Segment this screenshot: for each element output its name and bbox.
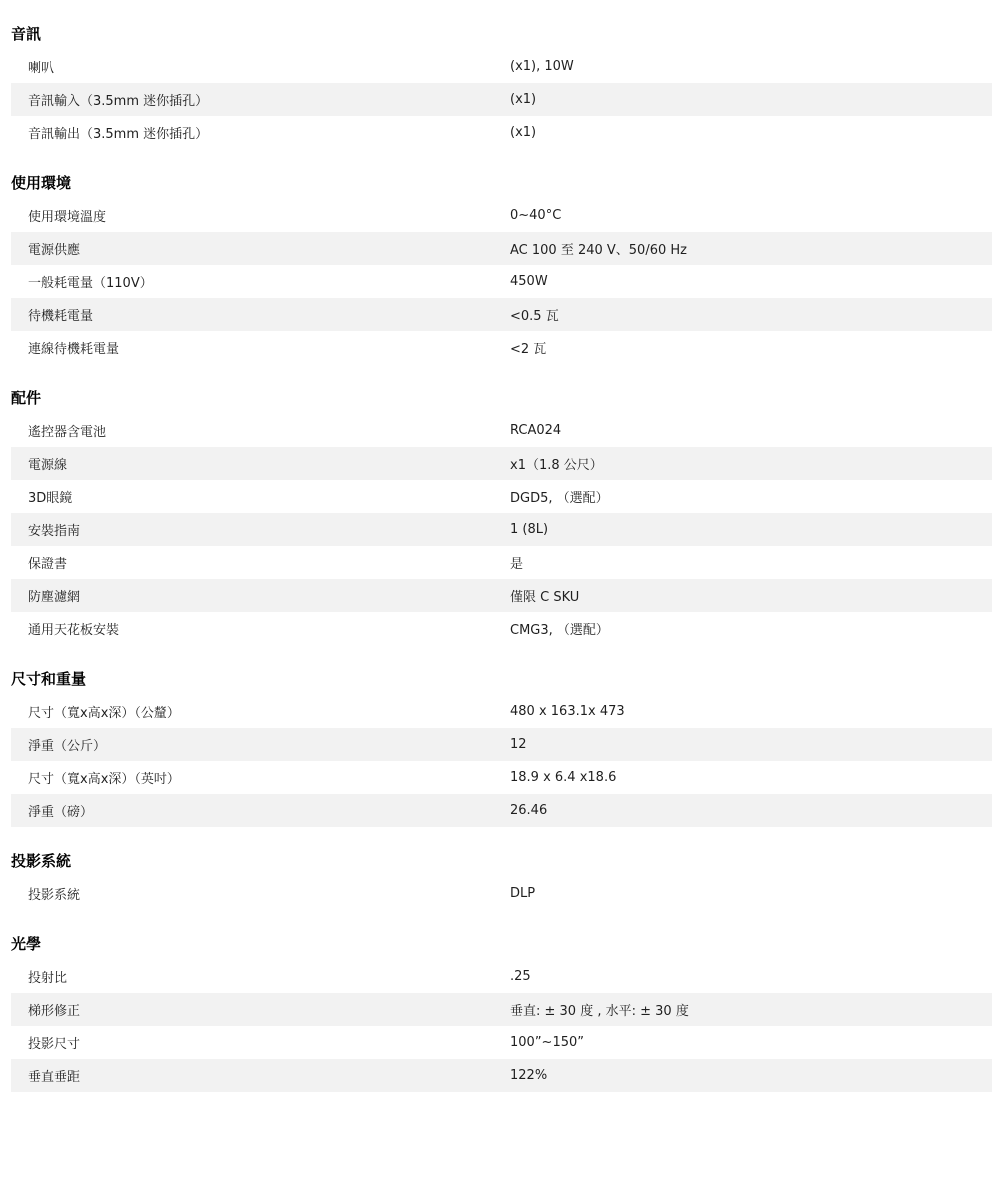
spec-row (11, 761, 992, 794)
spec-row (11, 232, 992, 265)
spec-label: 安裝指南 (28, 524, 81, 539)
spec-label: 電源線 (28, 458, 68, 473)
spec-row (11, 480, 992, 513)
section-heading: 配件 (11, 389, 42, 407)
spec-row (11, 877, 992, 910)
spec-value: .25 (510, 969, 531, 984)
spec-value: 480 x 163.1x 473 (510, 704, 625, 719)
spec-row (11, 1059, 992, 1092)
spec-label: 尺寸（寬x高x深）（英吋） (28, 772, 180, 787)
spec-value: 26.46 (510, 803, 548, 818)
spec-row (11, 794, 992, 827)
spec-label: 喇叭 (28, 61, 55, 76)
spec-label: 投影尺寸 (28, 1037, 81, 1052)
spec-label: 音訊輸入（3.5mm 迷你插孔） (28, 94, 209, 109)
spec-label: 遙控器含電池 (28, 425, 107, 440)
spec-value: 12 (510, 737, 527, 752)
spec-label: 淨重（磅） (28, 805, 94, 820)
spec-label: 投射比 (28, 971, 68, 986)
spec-label: 梯形修正 (28, 1004, 81, 1019)
spec-value: (x1) (510, 92, 537, 107)
spec-row (11, 993, 992, 1026)
spec-value: RCA024 (510, 423, 562, 438)
section-optics (11, 910, 992, 1092)
section-environment (11, 149, 992, 364)
section-dimensions-weight (11, 645, 992, 827)
spec-label: 尺寸（寬x高x深）（公釐） (28, 706, 180, 721)
spec-label: 連線待機耗電量 (28, 342, 120, 357)
spec-row (11, 546, 992, 579)
spec-row (11, 265, 992, 298)
section-accessories (11, 364, 992, 645)
spec-value: 垂直: ± 30 度 , 水平: ± 30 度 (510, 1004, 689, 1019)
spec-value: <2 瓦 (510, 342, 547, 357)
spec-label: 防塵濾網 (28, 590, 81, 605)
spec-row (11, 199, 992, 232)
spec-value: 450W (510, 274, 548, 289)
spec-label: 3D眼鏡 (28, 491, 73, 506)
spec-row (11, 728, 992, 761)
spec-row (11, 298, 992, 331)
spec-row (11, 414, 992, 447)
spec-row (11, 50, 992, 83)
spec-row (11, 447, 992, 480)
spec-row (11, 331, 992, 364)
spec-row (11, 612, 992, 645)
spec-value: 122% (510, 1068, 548, 1083)
section-heading: 使用環境 (11, 174, 72, 192)
spec-value: x1（1.8 公尺） (510, 458, 603, 473)
spec-value: DGD5, （選配） (510, 491, 609, 506)
spec-value: 僅限 C SKU (510, 590, 580, 605)
spec-value: <0.5 瓦 (510, 309, 559, 324)
spec-value: 0~40°C (510, 208, 562, 223)
spec-label: 保證書 (28, 557, 68, 572)
spec-row (11, 83, 992, 116)
spec-value: AC 100 至 240 V、50/60 Hz (510, 243, 687, 258)
spec-label: 待機耗電量 (28, 309, 94, 324)
spec-label: 垂直垂距 (28, 1070, 81, 1085)
section-heading: 投影系統 (11, 852, 72, 870)
section-audio (11, 0, 992, 149)
spec-label: 一般耗電量（110V） (28, 276, 153, 291)
spec-value: DLP (510, 886, 536, 901)
spec-row (11, 695, 992, 728)
spec-value: 18.9 x 6.4 x18.6 (510, 770, 617, 785)
spec-row (11, 579, 992, 612)
spec-label: 使用環境溫度 (28, 210, 107, 225)
spec-value: 1 (8L) (510, 522, 549, 537)
spec-label: 音訊輸出（3.5mm 迷你插孔） (28, 127, 209, 142)
spec-row (11, 116, 992, 149)
spec-label: 投影系統 (28, 888, 81, 903)
spec-value: 100”~150” (510, 1035, 584, 1050)
spec-value: (x1) (510, 125, 537, 140)
spec-label: 電源供應 (28, 243, 81, 258)
spec-row (11, 960, 992, 993)
section-projection-system (11, 827, 992, 910)
spec-value: CMG3, （選配） (510, 623, 609, 638)
spec-row (11, 1026, 992, 1059)
spec-row (11, 513, 992, 546)
spec-label: 淨重（公斤） (28, 739, 107, 754)
spec-value: 是 (510, 557, 524, 572)
section-heading: 音訊 (11, 25, 42, 43)
section-heading: 光學 (11, 935, 42, 953)
spec-value: (x1), 10W (510, 59, 574, 74)
section-heading: 尺寸和重量 (11, 670, 87, 688)
spec-label: 通用天花板安裝 (28, 623, 120, 638)
